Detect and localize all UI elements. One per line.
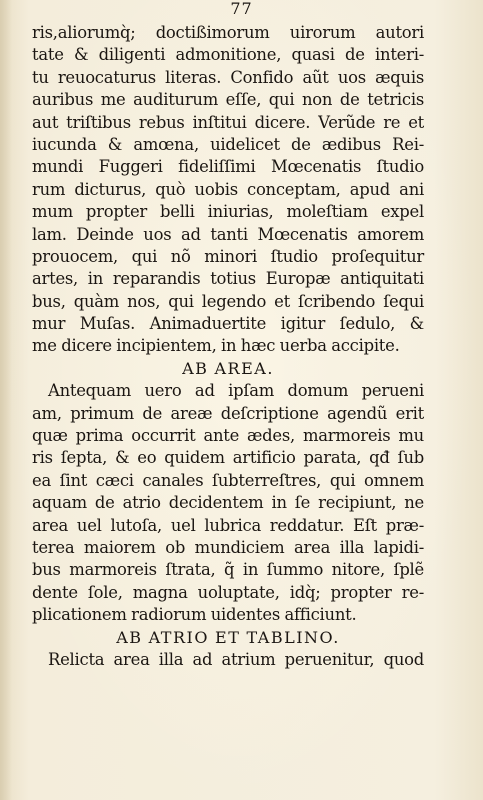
text-block [32,22,424,671]
page-number: 77 [230,0,253,18]
text-line: aut triſtibus rebus inſtitui dicere. Verũde re et [32,112,424,132]
text-line: Antequam uero ad ipſam domum perueni [48,381,424,401]
section-heading: AB ATRIO ET TABLINO. [116,627,340,647]
text-line: bus marmoreis ſtrata, q̃ in ſummo nitore, ſplẽ [32,560,424,580]
text-line: tate & diligenti admonitione, quasi de interi- [32,45,424,65]
text-line: Relicta area illa ad atrium peruenitur, quod [48,649,424,669]
text-line: iucunda & amœna, uidelicet de ædibus Rei- [32,134,424,154]
text-line: ea ſint cæci canales ſubterreſtres, qui omnem [32,470,424,490]
text-line: terea maiorem ob mundiciem area illa lapidi- [32,537,424,557]
text-line: rum dicturus, quò uobis conceptam, apud ani [32,179,424,199]
text-line: auribus me auditurum eſſe, qui non de tetricis [32,90,424,110]
text-line: mur Muſas. Animaduertite igitur ſedulo, & [32,314,424,334]
text-line: quæ prima occurrit ante ædes, marmoreis mu [32,426,424,446]
text-line: plicationem radiorum uidentes afficiunt. [32,605,357,625]
text-line: ris ſepta, & eo quidem artificio parata, qđ ſub [32,448,424,468]
text-line: mundi Fuggeri fideliſſimi Mœcenatis ſtudio [32,157,424,177]
text-line: prouocem, qui nõ minori ſtudio proſequitur [32,246,424,266]
text-line: bus, quàm nos, qui legendo et ſcribendo ſequi [32,291,424,311]
text-line: tu reuocaturus literas. Confido aũt uos æquis [32,67,424,87]
text-line: dente ſole, magna uoluptate, idq̀; propter re- [32,582,424,602]
text-line: mum propter belli iniurias, moleſtiam expel [32,202,424,222]
text-line: me dicere incipientem, in hæc uerba accipite. [32,336,400,356]
section-heading: AB AREA. [182,358,274,378]
text-line: ris,aliorumq̀; doctißimorum uirorum autori [32,23,424,42]
page-edge-shadow [0,0,12,800]
text-line: aquam de atrio decidentem in ſe recipiunt, ne [32,493,424,513]
text-line: am, primum de areæ deſcriptione agendũ erit [32,403,424,423]
text-line: lam. Deinde uos ad tanti Mœcenatis amorem [32,224,424,244]
text-line: area uel lutoſa, uel lubrica reddatur. Eſt præ- [32,515,424,535]
text-line: artes, in reparandis totius Europæ antiquitati [32,269,424,289]
